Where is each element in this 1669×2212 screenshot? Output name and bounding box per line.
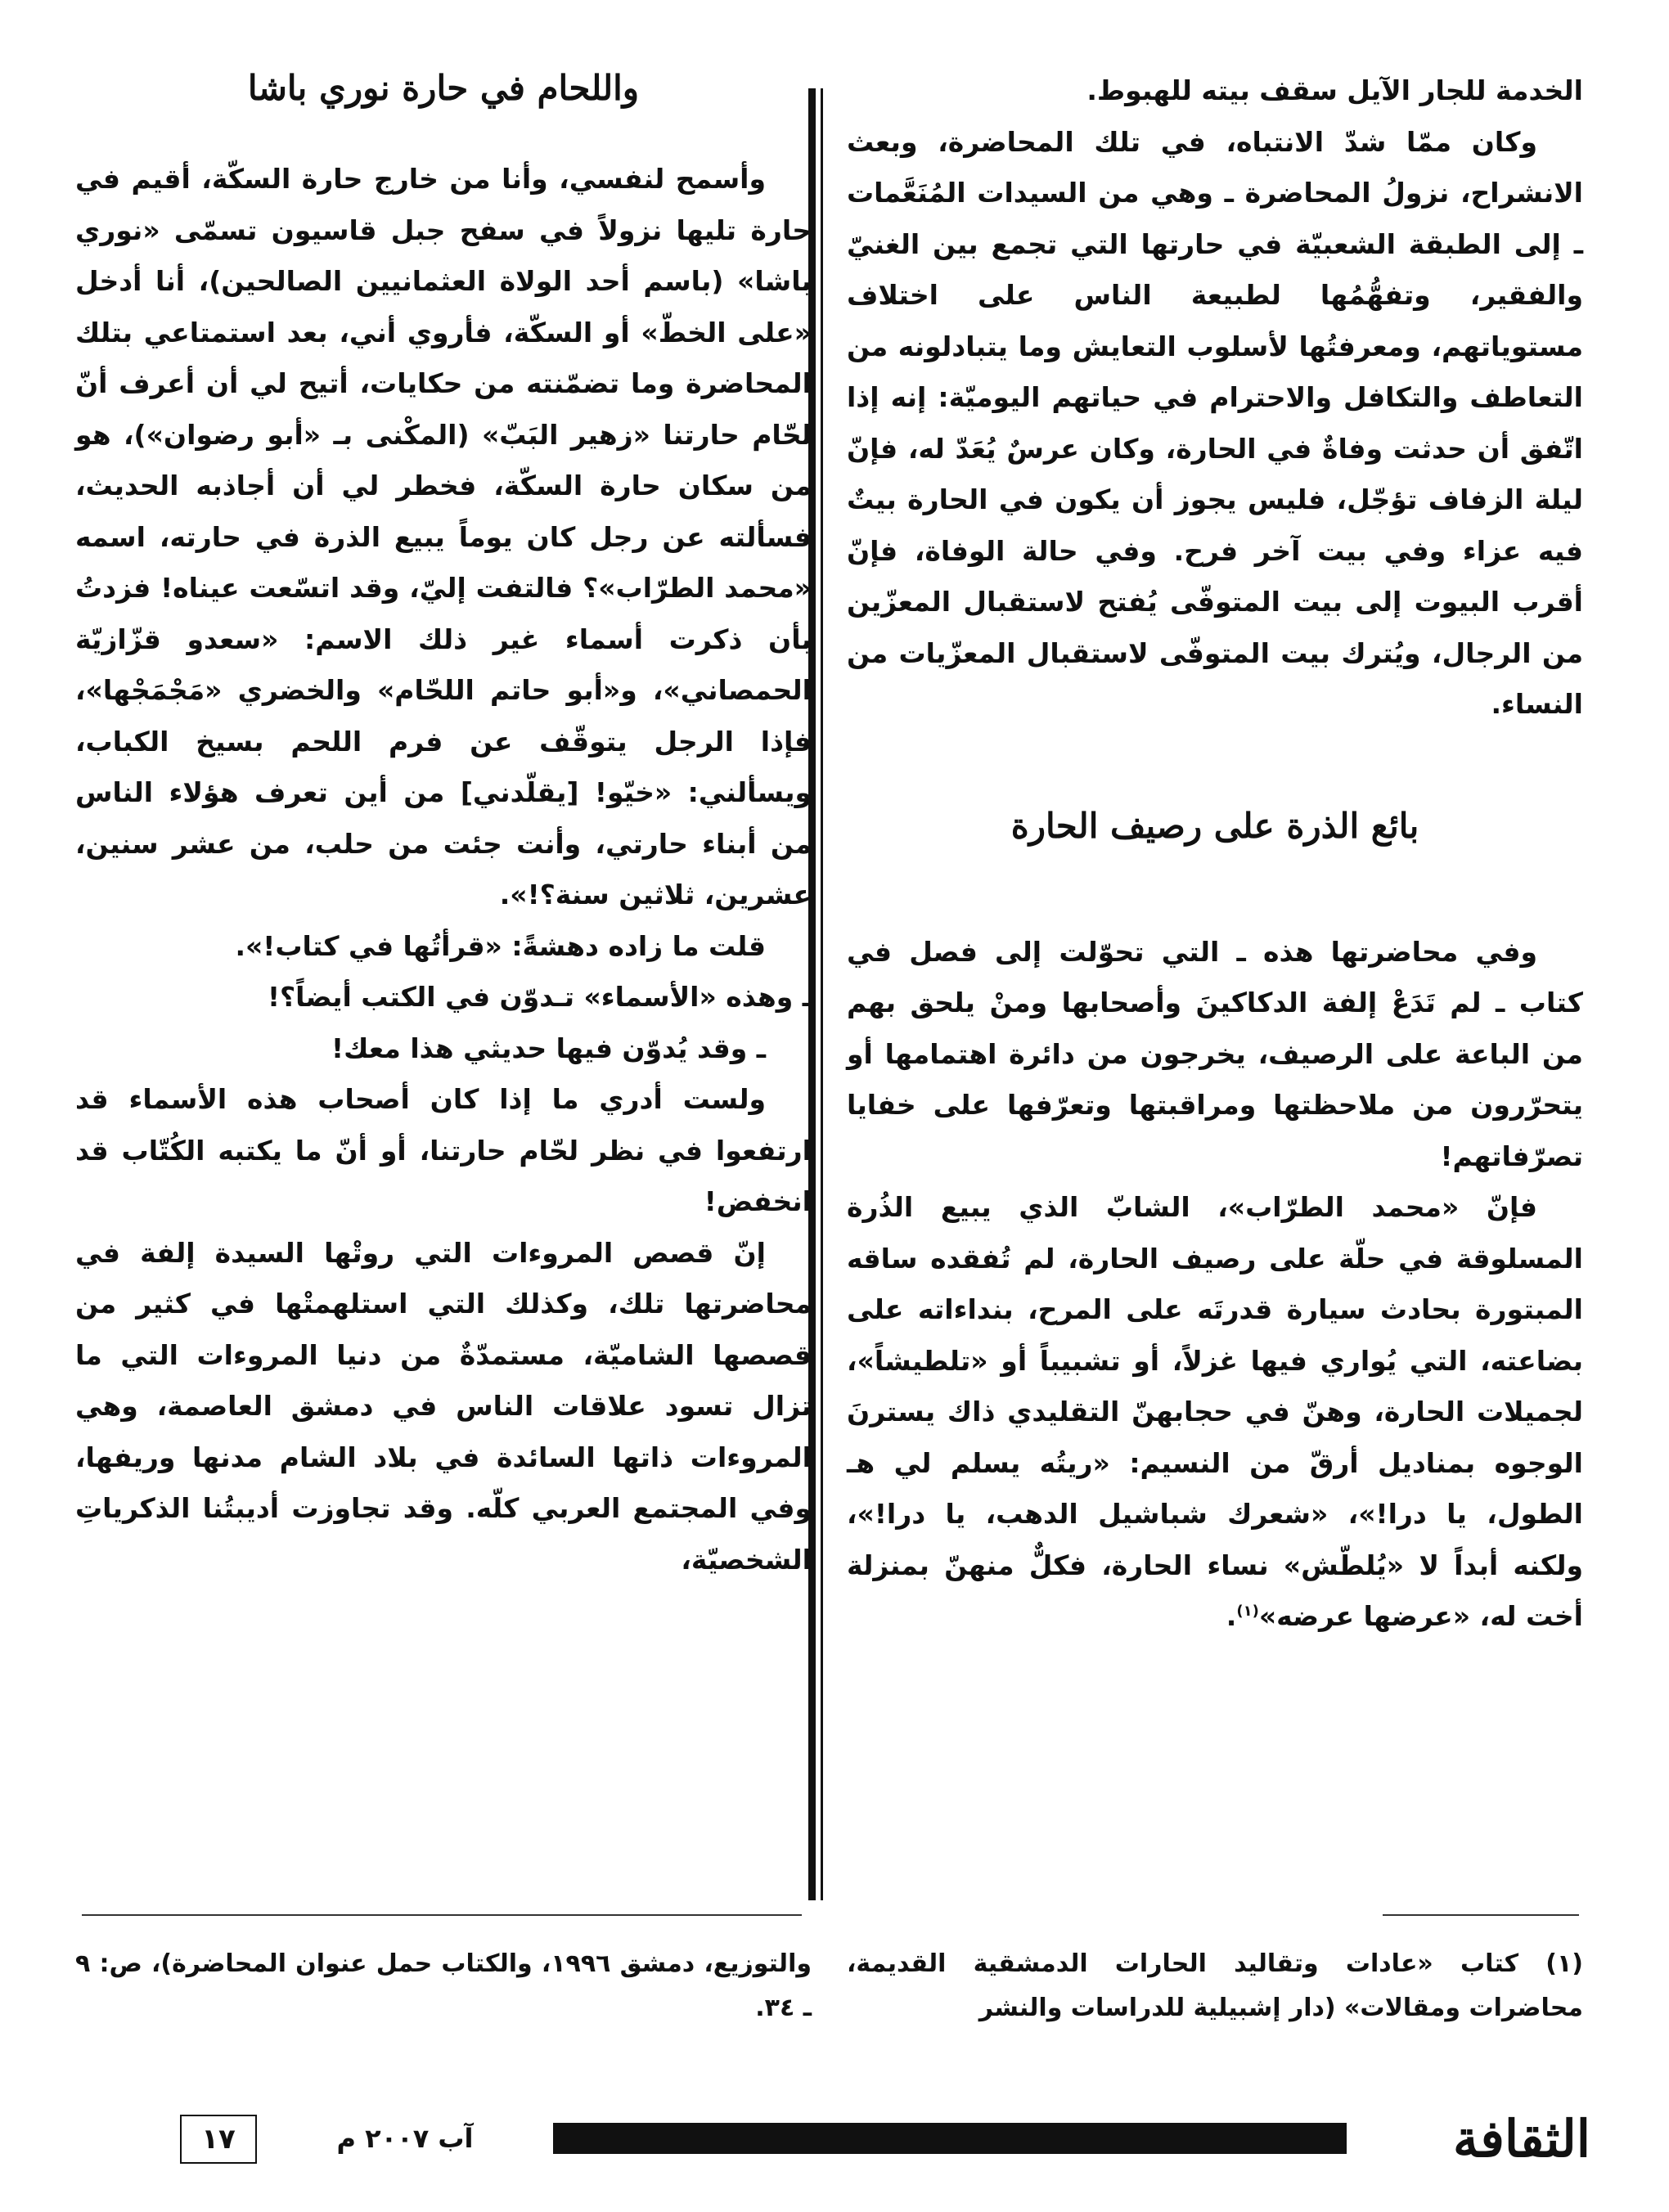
footnote: والتوزيع، دمشق ١٩٩٦، والكتاب حمل عنوان المحاضرة)، ص: ٩ ـ ٣٤. xyxy=(75,1949,812,2022)
column-divider xyxy=(821,88,823,1900)
footer-bar xyxy=(553,2123,1347,2154)
paragraph: إنّ قصص المروءات التي روتْها السيدة إلفة في محاضرتها تلك، وكذلك التي استلهمتْها في كثير من قصصها الشاميّة، مستمدّةٌ من دنيا المروءات التي ما تزال تسود علاقات الناس في دمشق العاصمة، وهي المروءات ذاتها السائدة في بلاد الشام مدنها وريفها، وفي المجتمع العربي كلّه. وقد تجاوزت أديبتُنا الذكرياتِ الشخصيّة، xyxy=(75,1236,812,1576)
section-title: بائع الذرة على رصيف الحارة xyxy=(1010,805,1419,846)
paragraph: قلت ما زاده دهشةً: «قرأتُها في كتاب!». xyxy=(235,929,766,962)
paragraph: وكان ممّا شدّ الانتباه، في تلك المحاضرة، وبعث الانشراح، نزولُ المحاضرة ـ وهي من السيدات المُنَعَّمات ـ إلى الطبقة الشعبيّة في حارتها التي تجمع بين الغنيّ والفقير، وتفهُّمُها لطبيعة الناس على اختلاف مستوياتهم، ومعرفتُها لأسلوب التعايش وما يتبادلونه من التعاطف والتكافل والاحترام في حياتهم اليوميّة: إنه إذا اتّفق أن حدثت وفاةٌ في الحارة، وكان عرسٌ يُعَدّ له، فإنّ ليلة الزفاف تؤجّل، فليس يجوز أن يكون في الحارة بيتٌ فيه عزاء وفي بيت آخر فرح. وفي حالة الوفاة، فإنّ أقرب البيوت إلى بيت المتوفّى يُفتح لاستقبال المعزّين من الرجال، ويُترك بيت المتوفّى لاستقبال المعزّيات من النساء. xyxy=(847,125,1583,720)
footnote: (١) كتاب «عادات وتقاليد الحارات الدمشقية القديمة، محاضرات ومقالات» (دار إشبيلية للدراسات والنشر xyxy=(847,1949,1583,2022)
footnote-divider xyxy=(1383,1914,1579,1916)
paragraph: ولست أدري ما إذا كان أصحاب هذه الأسماء قد ارتفعوا في نظر لحّام حارتنا، أو أنّ ما يكتبه الكُتّاب قد انخفض! xyxy=(75,1083,812,1217)
paragraph: وفي محاضرتها هذه ـ التي تحوّلت إلى فصل في كتاب ـ لم تَدَعْ إلفة الدكاكينَ وأصحابها ومنْ يلحق بهم من الباعة على الرصيف، يخرجون من دائرة اهتمامها أو يتحرّرون من ملاحظتها ومراقبتها وتعرّفها على خفايا تصرّفاتهم! xyxy=(847,935,1583,1172)
page-footer xyxy=(180,2109,1590,2169)
issue-date: آب ٢٠٠٧ م xyxy=(336,2123,474,2154)
paragraph: ـ وقد يُدوّن فيها حديثي هذا معك! xyxy=(331,1032,766,1064)
footnote-reference: (١) xyxy=(1236,1603,1259,1620)
footnote-divider xyxy=(82,1914,802,1916)
section-title: واللحام في حارة نوري باشا xyxy=(247,68,640,108)
page-number: ١٧ xyxy=(180,2115,257,2164)
paragraph: وأسمح لنفسي، وأنا من خارج حارة السكّة، أقيم في حارة تليها نزولاً في سفح جبل قاسيون تسمّى «نوري باشا» (باسم أحد الولاة العثمانيين الصالحين)، أنا أدخل «على الخطّ» أو السكّة، فأروي أني، بعد استمتاعي بتلك المحاضرة وما تضمّنته من حكايات، أتيح لي أن أعرف أنّ لحّام حارتنا «زهير البَبّ» (المكْنى بـ «أبو رضوان»)، هو من سكان حارة السكّة، فخطر لي أن أجاذبه الحديث، فسألته عن رجل كان يوماً يبيع الذرة في حارته، اسمه «محمد الطرّاب»؟ فالتفت إليّ، وقد اتسّعت عيناه! فزدتُ بأن ذكرت أسماء غير ذلك الاسم: «سعدو قزّازيّة الحمصاني»، و«أبو حاتم اللحّام» والخضري «مَجْمَجْها»، فإذا الرجل يتوقّف عن فرم اللحم بسيخ الكباب، ويسألني: «خيّو! [يقلّدني] من أين تعرف هؤلاء الناس من أبناء حارتي، وأنت جئت من حلب، من عشر سنين، عشرين، ثلاثين سنة؟!». xyxy=(75,163,812,910)
paragraph: ـ وهذه «الأسماء» تـدوّن في الكتب أيضاً؟! xyxy=(267,981,812,1013)
right-column xyxy=(847,65,1583,1643)
paragraph: فإنّ «محمد الطرّاب»، الشابّ الذي يبيع الذُرة المسلوقة في حلّة على رصيف الحارة، لم تُفقده ساقه المبتورة بحادث سيارة قدرتَه على المرح، بنداءاته على بضاعته، التي يُواري فيها غزلاً، أو تشبيباً أو «تلطيشاً»، لجميلات الحارة، وهنّ في حجابهنّ التقليدي ذاك يسترنَ الوجوه بمناديل أرقّ من النسيم: «ريتُه يسلم لي هـ الطول، يا درا!»، «شعرك شباشيل الدهب، يا درا!»، ولكنه أبداً لا «يُلطّش» نساء الحارة، فكلٌّ منهنّ بمنزلة أخت له، «عرضها عرضه»$^{(١)}$. xyxy=(847,1191,1583,1632)
left-column xyxy=(75,65,812,1585)
paragraph-text: فإنّ «محمد الطرّاب»، الشابّ الذي يبيع الذُرة المسلوقة في حلّة على رصيف الحارة، لم تُفقده ساقه المبتورة بحادث سيارة قدرتَه على المرح، بنداءاته على بضاعته، التي يُواري فيها غزلاً، أو تشبيباً أو «تلطيشاً»، لجميلات الحارة، وهنّ في حجابهنّ التقليدي ذاك يسترنَ الوجوه بمناديل أرقّ من النسيم: «ريتُه يسلم لي هـ الطول، يا درا!»، «شعرك شباشيل الدهب، يا درا!»، ولكنه أبداً لا «يُلطّش» نساء الحارة، فكلٌّ منهنّ بمنزلة أخت له، «عرضها عرضه» xyxy=(847,1191,1583,1632)
paragraph: الخدمة للجار الآيل سقف بيته للهبوط. xyxy=(1086,74,1583,106)
magazine-logo: الثقافة xyxy=(1453,2109,1590,2169)
